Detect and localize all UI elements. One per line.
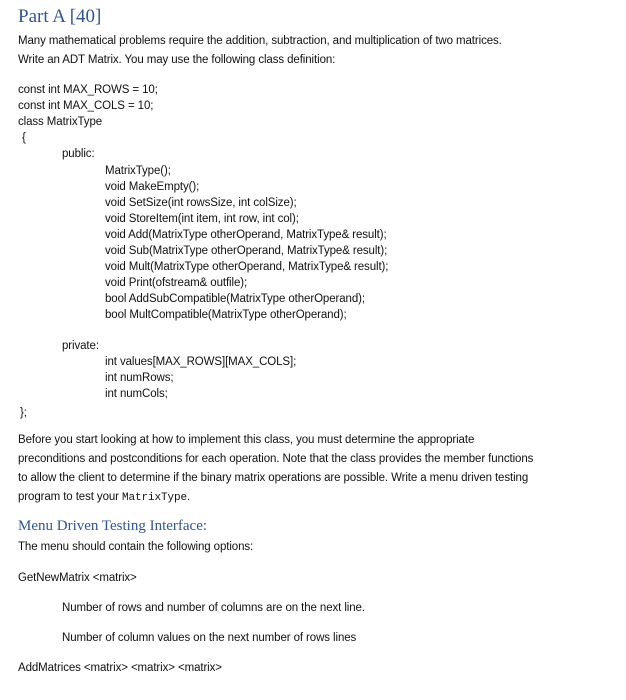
description-line-3: to allow the client to determine if the binary matrix operations are possible. Write a menu driven testing xyxy=(18,472,529,484)
code-private-member: int numRows; xyxy=(105,372,174,384)
code-private-member: int numCols; xyxy=(105,388,168,400)
description-text: program to test your xyxy=(18,491,123,503)
code-public-member: void MakeEmpty(); xyxy=(105,181,200,193)
description-line-2: preconditions and postconditions for each operation. Note that the class provides the member functions xyxy=(18,453,534,465)
code-class-decl: class MatrixType xyxy=(18,116,103,128)
code-public-member: void SetSize(int rowsSize, int colSize); xyxy=(105,197,297,209)
description-period: . xyxy=(187,491,191,503)
code-const-rows: const int MAX_ROWS = 10; xyxy=(18,84,158,96)
inline-code-matrixtype: MatrixType xyxy=(122,492,188,504)
intro-line-2: Write an ADT Matrix. You may use the following class definition: xyxy=(18,54,336,66)
description-line-1: Before you start looking at how to implement this class, you must determine the appropriate xyxy=(18,434,475,446)
code-public-member: void Print(ofstream& outfile); xyxy=(105,277,248,289)
menu-intro: The menu should contain the following options: xyxy=(18,541,254,553)
option-detail: Number of column values on the next number of rows lines xyxy=(62,632,357,644)
page-title: Part A [40] xyxy=(18,6,102,27)
code-public-member: void Sub(MatrixType otherOperand, MatrixType& result); xyxy=(105,245,388,257)
code-public-member: bool AddSubCompatible(MatrixType otherOperand); xyxy=(105,293,365,305)
description-line-4 xyxy=(18,491,190,504)
intro-line-1: Many mathematical problems require the addition, subtraction, and multiplication of two matrices. xyxy=(18,35,502,47)
code-public-member: void Add(MatrixType otherOperand, MatrixType& result); xyxy=(105,229,387,241)
menu-heading: Menu Driven Testing Interface: xyxy=(18,518,208,534)
menu-option-getnewmatrix: GetNewMatrix <matrix> xyxy=(18,572,137,584)
menu-option-addmatrices: AddMatrices <matrix> <matrix> <matrix> xyxy=(18,662,222,674)
code-private-member: int values[MAX_ROWS][MAX_COLS]; xyxy=(105,356,297,368)
code-private-label: private: xyxy=(62,340,99,352)
option-detail: Number of rows and number of columns are on the next line. xyxy=(62,602,365,614)
code-open-brace: { xyxy=(22,132,26,144)
code-public-member: MatrixType(); xyxy=(105,165,171,177)
code-public-member: void StoreItem(int item, int row, int col); xyxy=(105,213,299,225)
code-public-member: void Mult(MatrixType otherOperand, MatrixType& result); xyxy=(105,261,389,273)
code-public-label: public: xyxy=(62,148,95,160)
code-const-cols: const int MAX_COLS = 10; xyxy=(18,100,154,112)
code-public-member: bool MultCompatible(MatrixType otherOperand); xyxy=(105,309,347,321)
code-close-brace: }; xyxy=(20,407,27,419)
